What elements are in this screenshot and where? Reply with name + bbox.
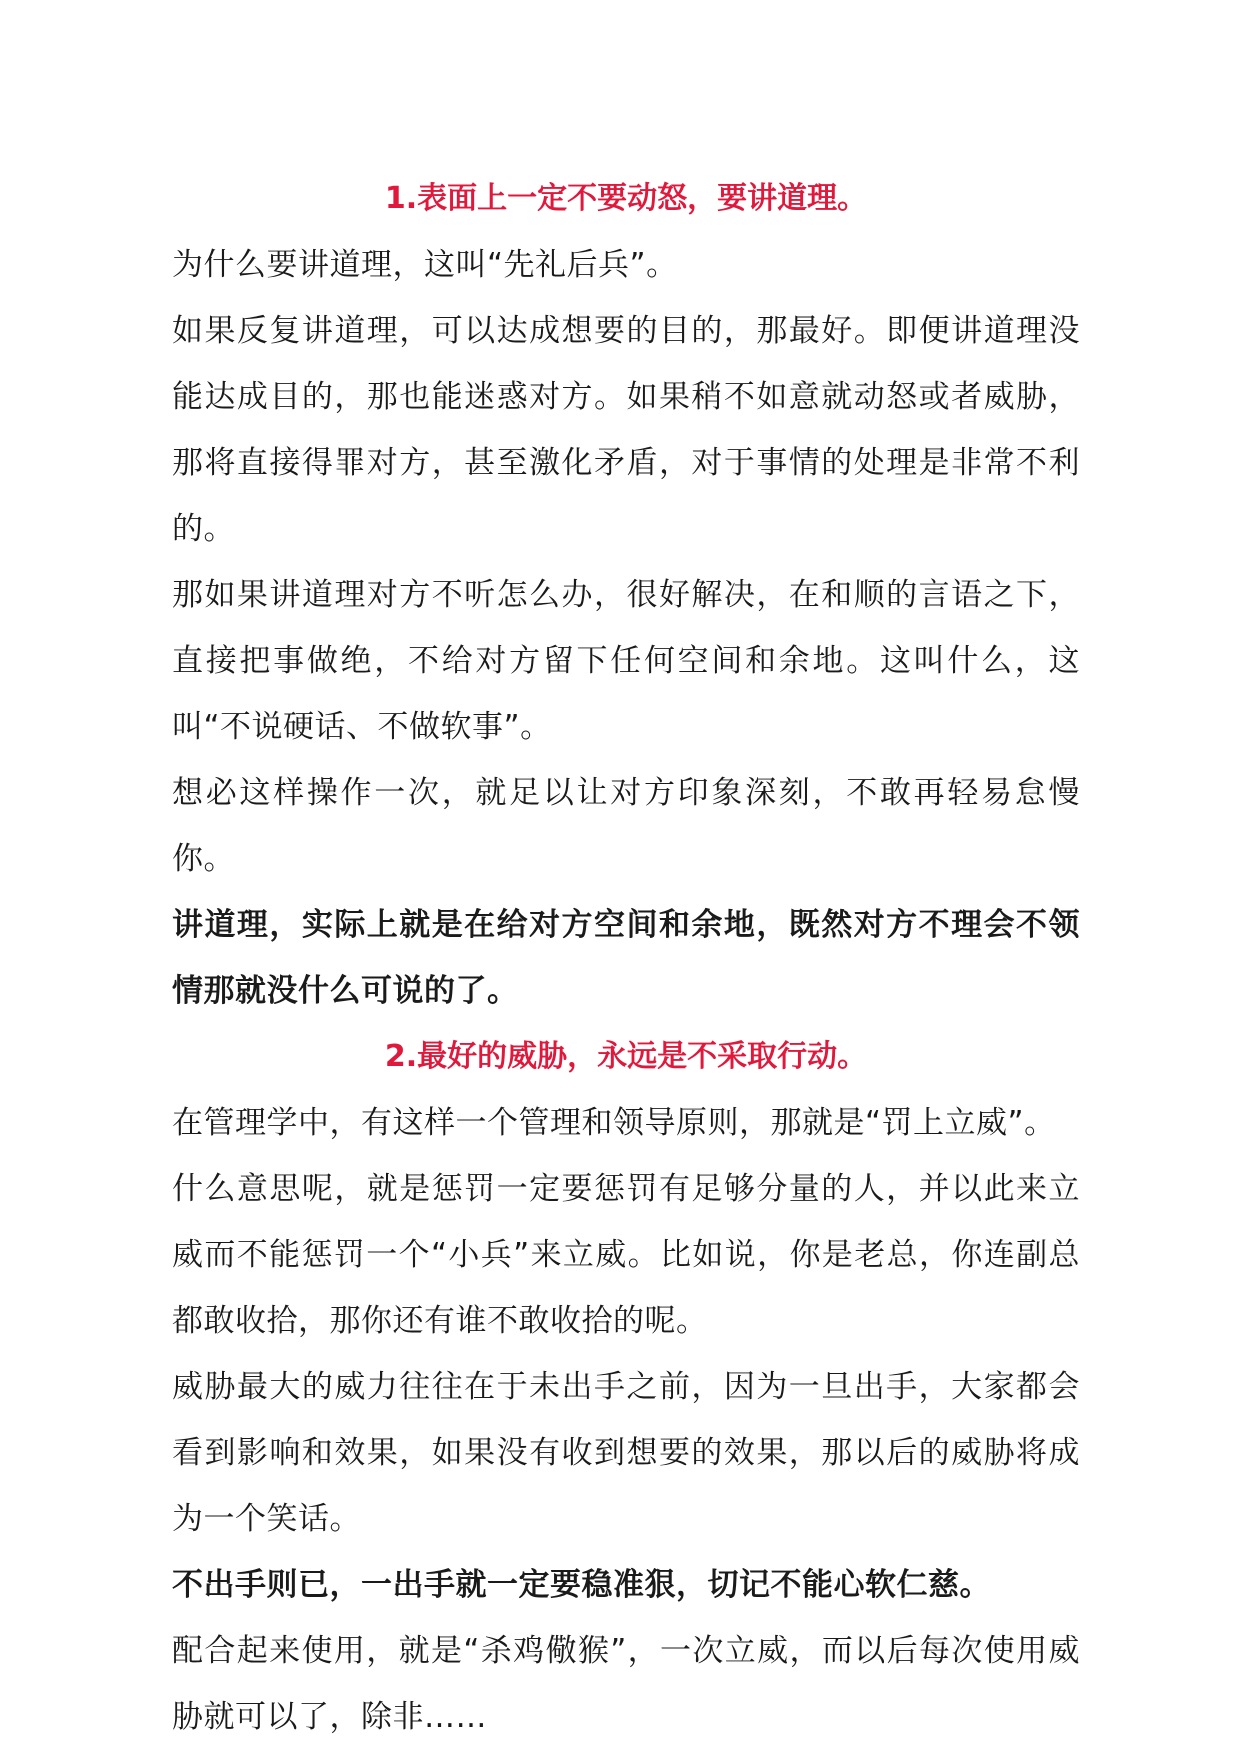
section-1 <box>172 166 1080 1024</box>
paragraph: 想必这样操作一次，就足以让对方印象深刻，不敢再轻易怠慢你。 <box>172 775 1080 877</box>
paragraph: 配合起来使用，就是“杀鸡儆猴”，一次立威，而以后每次使用威胁就可以了，除非…… <box>172 1633 1080 1735</box>
document-page <box>172 166 1080 1750</box>
bold-paragraph: 不出手则已，一出手就一定要稳准狠，切记不能心软仁慈。 <box>172 1567 991 1603</box>
section-2 <box>172 1024 1080 1750</box>
paragraph: 如果反复讲道理，可以达成想要的目的，那最好。即便讲道理没能达成目的，那也能迷惑对方。如果稍不如意就动怒或者威胁，那将直接得罪对方，甚至激化矛盾，对于事情的处理是非常不利的。 <box>172 313 1080 547</box>
section-heading: 2.最好的威胁，永远是不采取行动。 <box>384 1039 868 1074</box>
bold-paragraph: 讲道理，实际上就是在给对方空间和余地，既然对方不理会不领情那就没什么可说的了。 <box>172 907 1080 1009</box>
paragraph: 在管理学中，有这样一个管理和领导原则，那就是“罚上立威”。 <box>172 1105 1056 1141</box>
paragraph: 威胁最大的威力往往在于未出手之前，因为一旦出手，大家都会看到影响和效果，如果没有收到想要的效果，那以后的威胁将成为一个笑话。 <box>172 1369 1080 1537</box>
paragraph: 什么意思呢，就是惩罚一定要惩罚有足够分量的人，并以此来立威而不能惩罚一个“小兵”来立威。比如说，你是老总，你连副总都敢收拾，那你还有谁不敢收拾的呢。 <box>172 1171 1080 1339</box>
section-heading: 1.表面上一定不要动怒，要讲道理。 <box>384 181 868 216</box>
paragraph: 为什么要讲道理，这叫“先礼后兵”。 <box>172 247 678 283</box>
paragraph: 那如果讲道理对方不听怎么办，很好解决，在和顺的言语之下，直接把事做绝，不给对方留下任何空间和余地。这叫什么，这叫“不说硬话、不做软事”。 <box>172 577 1080 745</box>
